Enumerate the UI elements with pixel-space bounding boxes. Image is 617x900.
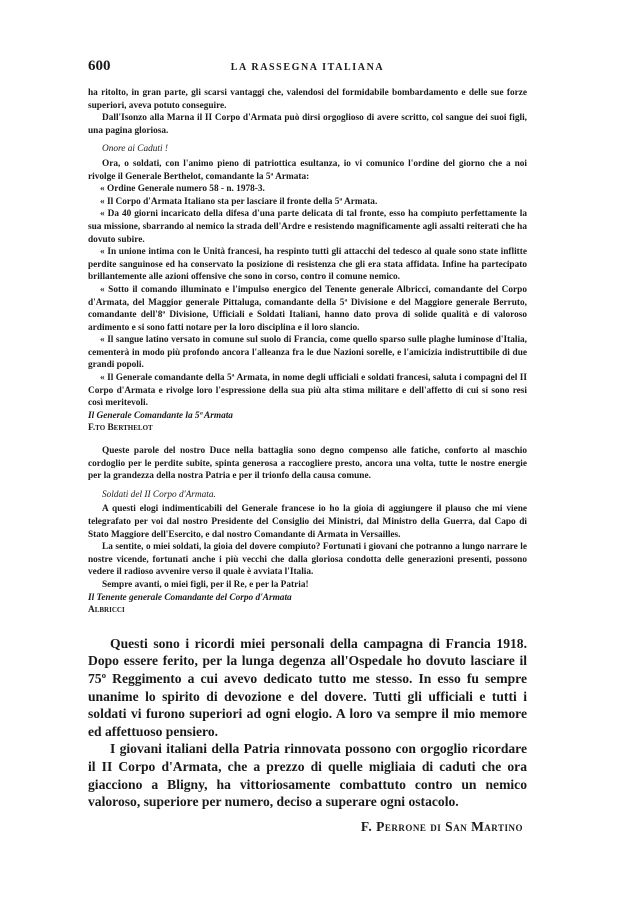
paragraph: Queste parole del nostro Duce nella battaglia sono degno compenso alle fatiche, conforto al maschio cordoglio per le perdite subite, spinta generosa a raccogliere presto, ancora una volta, tutte le nostre energie per la grandezza della nostra Patria e per il trionfo della causa comune. xyxy=(88,446,527,482)
signature-title: Il Generale Comandante la 5ª Armata xyxy=(88,410,233,421)
section-heading: Onore ai Caduti ! xyxy=(102,144,169,155)
paragraph: Questi sono i ricordi miei personali della campagna di Francia 1918. Dopo essere ferito, per la lunga degenza all'Ospedale ho dovuto lasciare il 75º Reggimento a cui avevo dedicato tutto me stesso. In esso fu sempre unanime lo spirito di devozione e del dovere. Tutti gli ufficiali e tutti i soldati vi furono superiori ad ogni elogio. A loro va sempre il mio memore ed affettuoso pensiero. xyxy=(88,635,527,739)
quote-paragraph: « In unione intima con le Unità francesi, ha respinto tutti gli attacchi del tedesco al quale sono state inflitte perdite sanguinose ed ha conservato la posizione di resistenza che gli era stata affidata. Infine ha partecipato brillantemente alle azioni offensive che sono in corso, contro il comune nemico. xyxy=(88,247,527,283)
quote-line: « Ordine Generale numero 58 - n. 1978-3. xyxy=(100,184,265,195)
quote-paragraph: « Il sangue latino versato in comune sul suolo di Francia, come quello sparso sulle plaghe luminose d'Italia, cementerà in modo più profondo ancora l'alleanza fra le due Nazioni sorelle, e l'amicizia indistruttibile di due grandi popoli. xyxy=(88,335,527,371)
letter-section xyxy=(88,87,527,617)
author-signature: F. Perrone di San Martino xyxy=(360,818,523,834)
quote-line: « Il Corpo d'Armata Italiano sta per lasciare il fronte della 5ª Armata. xyxy=(100,196,378,207)
paragraph: Dall'Isonzo alla Marna il II Corpo d'Armata può dirsi orgoglioso di avere scritto, col sangue dei suoi figli, una pagina gloriosa. xyxy=(88,113,527,136)
quote-paragraph: « Da 40 giorni incaricato della difesa d'una parte delicata di tal fronte, esso ha compiuto perfettamente la sua missione, sbarrando al nemico la strada dell'Ardre e resistendo magnificamente agli assalti reiterati che ha dovuto subire. xyxy=(88,209,527,245)
signature-name: F.to Berthelot xyxy=(88,423,153,434)
page-header xyxy=(88,58,527,75)
signature-name: Albricci xyxy=(88,605,125,616)
paragraph: La sentite, o miei soldati, la gioia del dovere compiuto? Fortunati i giovani che potranno a lungo narrare le nostre vicende, fortunati anche i più vecchi che dalla gloriosa condotta delle generazioni presenti, possono vedere il radioso avvenire verso il quale è avviata l'Italia. xyxy=(88,542,527,578)
page-number: 600 xyxy=(88,58,111,74)
paragraph: A questi elogi indimenticabili del Generale francese io ho la gioia di aggiungere il plauso che mi viene telegrafato per voi dal nostro Presidente del Consiglio dei Ministri, dal Ministro della Guerra, dal Capo di Stato Maggiore dell'Esercito, e dal nostro Comandante di Armata in Versailles. xyxy=(88,504,527,540)
running-title: LA RASSEGNA ITALIANA xyxy=(230,62,385,73)
paragraph: Ora, o soldati, con l'animo pieno di patriottica esultanza, io vi comunico l'ordine del giorno che a noi rivolge il Generale Berthelot, comandante la 5ª Armata: xyxy=(88,158,527,182)
paragraph: I giovani italiani della Patria rinnovata possono con orgoglio ricordare il II Corpo d'Armata, che a prezzo di quelle migliaia di caduti che ora giacciono a Bligny, ha vittoriosamente combattuto contro un nemico valoroso, superiore per numero, deciso a superare ogni ostacolo. xyxy=(88,741,527,810)
section-heading: Soldati del II Corpo d'Armata. xyxy=(102,489,216,500)
author-section xyxy=(88,635,527,835)
signature-title: Il Tenente generale Comandante del Corpo d'Armata xyxy=(88,592,292,603)
quote-paragraph: « Sotto il comando illuminato e l'impulso energico del Tenente generale Albricci, comandante del Corpo d'Armata, del Maggior generale Pittaluga, comandante della 5ª Divisione e del Maggiore generale Berruto, comandante dell'8ª Divisione, Ufficiali e Soldati Italiani, hanno dato prova di solide qualità e di valoroso ardimento e si sono fatti notare per la loro disciplina e il loro slancio. xyxy=(88,284,527,333)
quote-paragraph: « Il Generale comandante della 5ª Armata, in nome degli ufficiali e soldati francesi, saluta i compagni del II Corpo d'Armata e rivolge loro l'espressione della sua più alta stima militare e dell'affetto di cui si sono resi così meritevoli. xyxy=(88,373,527,409)
paragraph: Sempre avanti, o miei figli, per il Re, e per la Patria! xyxy=(102,579,309,590)
paragraph: ha ritolto, in gran parte, gli scarsi vantaggi che, valendosi del formidabile bombardamento e delle sue forze superiori, aveva potuto conseguire. xyxy=(88,88,527,111)
